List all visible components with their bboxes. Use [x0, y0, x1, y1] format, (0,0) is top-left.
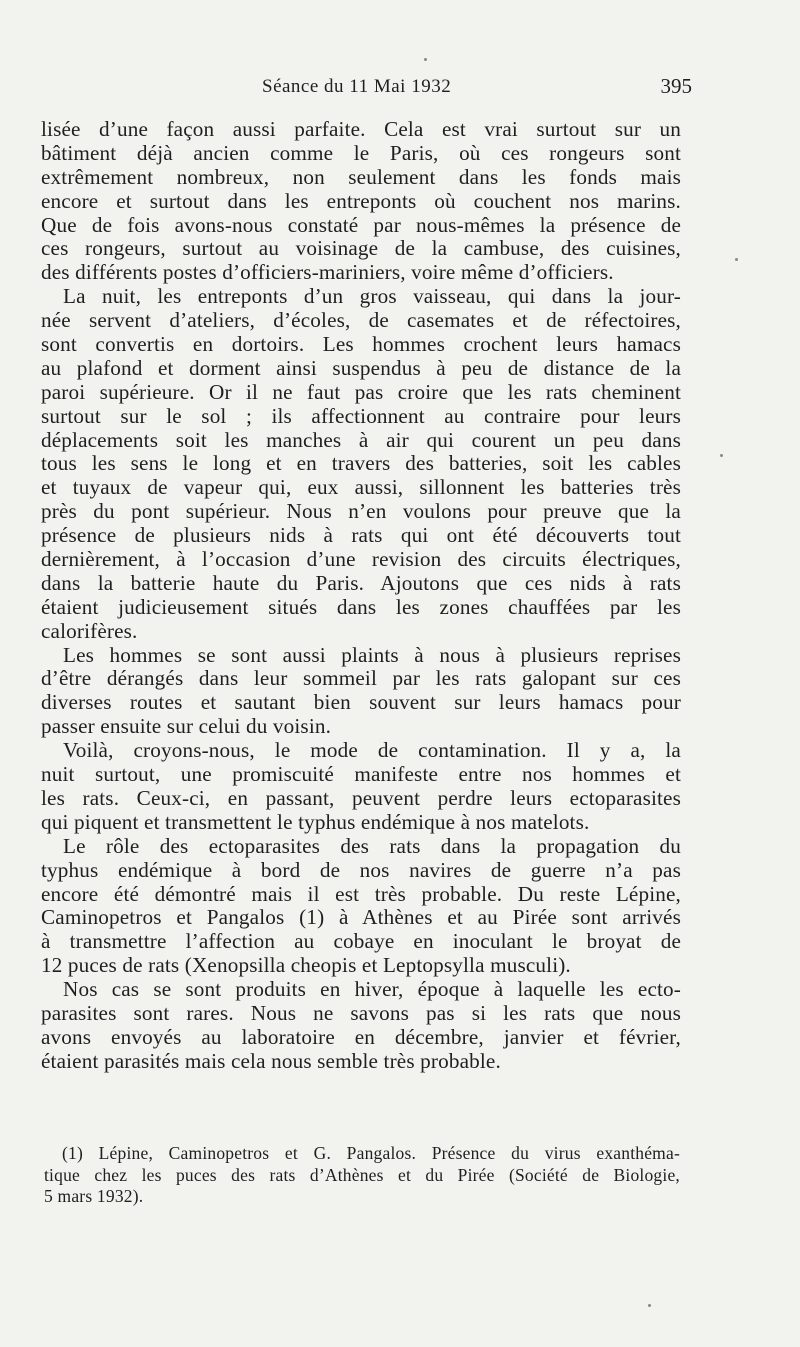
text-line: d’être dérangés dans leur sommeil par les rats galopant sur ces	[41, 666, 681, 691]
text-line: étaient parasités mais cela nous semble très probable.	[41, 1048, 501, 1073]
text-line: étaient judicieusement situés dans les zones chauffées par les	[41, 594, 681, 619]
text-line: encore été démontré mais il est très probable. Du reste Lépine,	[41, 881, 681, 906]
text-line: Que de fois avons-nous constaté par nous-mêmes la présence de	[41, 212, 681, 237]
text-line: paroi supérieure. Or il ne faut pas croire que les rats cheminent	[41, 379, 681, 404]
text-line: encore et surtout dans les entreponts où couchent nos marins.	[41, 188, 681, 213]
text-line: calorifères.	[41, 618, 138, 643]
paper-speck	[720, 454, 723, 457]
text-line: Voilà, croyons-nous, le mode de contamination. Il y a, la	[63, 738, 681, 763]
text-line: des différents postes d’officiers-mariniers, voire même d’officiers.	[41, 260, 614, 285]
text-line: tous les sens le long et en travers des batteries, soit les cables	[41, 451, 681, 476]
text-line: Caminopetros et Pangalos (1) à Athènes et au Pirée sont arrivés	[41, 905, 681, 930]
text-line: lisée d’une façon aussi parfaite. Cela est vrai surtout sur un	[41, 117, 681, 141]
paper-speck	[424, 58, 427, 61]
footnote-line: (1) Lépine, Caminopetros et G. Pangalos. Présence du virus exanthéma-	[62, 1143, 680, 1163]
text-line: Nos cas se sont produits en hiver, époque à laquelle les ecto-	[63, 977, 681, 1002]
text-line: dans la batterie haute du Paris. Ajoutons que ces nids à rats	[41, 570, 681, 595]
body-text	[41, 118, 681, 1074]
text-line: Les hommes se sont aussi plaints à nous à plusieurs reprises	[63, 642, 681, 667]
text-line: les rats. Ceux-ci, en passant, peuvent perdre leurs ectoparasites	[41, 785, 681, 810]
page-number: 395	[660, 74, 692, 98]
text-line: au plafond et dorment ainsi suspendus à peu de distance de la	[41, 355, 681, 380]
text-line: à transmettre l’affection au cobaye en inoculant le broyat de	[41, 929, 681, 954]
text-line: avons envoyés au laboratoire en décembre, janvier et février,	[41, 1024, 681, 1049]
text-line: présence de plusieurs nids à rats qui ont été découverts tout	[41, 523, 681, 548]
text-line: née servent d’ateliers, d’écoles, de casemates et de réfectoires,	[41, 308, 681, 333]
text-line: déplacements soit les manches à air qui courent un peu dans	[41, 427, 681, 452]
text-line: passer ensuite sur celui du voisin.	[41, 714, 332, 739]
running-head: Séance du 11 Mai 1932	[262, 76, 452, 97]
text-line: qui piquent et transmettent le typhus endémique à nos matelots.	[41, 809, 590, 834]
page-header	[62, 72, 692, 102]
text-line: dernièrement, à l’occasion d’une revision des circuits électriques,	[41, 547, 681, 572]
footnote-line: 5 mars 1932).	[44, 1186, 144, 1207]
footnote-line: tique chez les puces des rats d’Athènes et du Pirée (Société de Biologie,	[44, 1164, 680, 1185]
text-line: surtout sur le sol ; ils affectionnent au contraire pour leurs	[41, 403, 681, 428]
text-line: extrêmement nombreux, non seulement dans les fonds mais	[41, 164, 681, 189]
footnote	[44, 1143, 680, 1208]
text-line: près du pont supérieur. Nous n’en voulons pour preuve que la	[41, 499, 681, 524]
text-line: sont convertis en dortoirs. Les hommes crochent leurs hamacs	[41, 332, 681, 357]
text-line: bâtiment déjà ancien comme le Paris, où ces rongeurs sont	[41, 140, 681, 165]
text-line: parasites sont rares. Nous ne savons pas si les rats que nous	[41, 1000, 681, 1025]
text-line: 12 puces de rats (Xenopsilla cheopis et Leptopsylla musculi).	[41, 953, 571, 978]
text-line: diverses routes et sautant bien souvent sur leurs hamacs pour	[41, 690, 681, 715]
paper-speck	[735, 258, 738, 261]
paper-speck	[648, 1304, 651, 1307]
text-line: Le rôle des ectoparasites des rats dans la propagation du	[63, 833, 681, 858]
text-line: et tuyaux de vapeur qui, eux aussi, sillonnent les batteries très	[41, 475, 681, 500]
text-line: ces rongeurs, surtout au voisinage de la cambuse, des cuisines,	[41, 236, 681, 261]
text-line: La nuit, les entreponts d’un gros vaisseau, qui dans la jour-	[63, 284, 681, 309]
text-line: nuit surtout, une promiscuité manifeste entre nos hommes et	[41, 762, 681, 787]
text-line: typhus endémique à bord de nos navires de guerre n’a pas	[41, 857, 681, 882]
